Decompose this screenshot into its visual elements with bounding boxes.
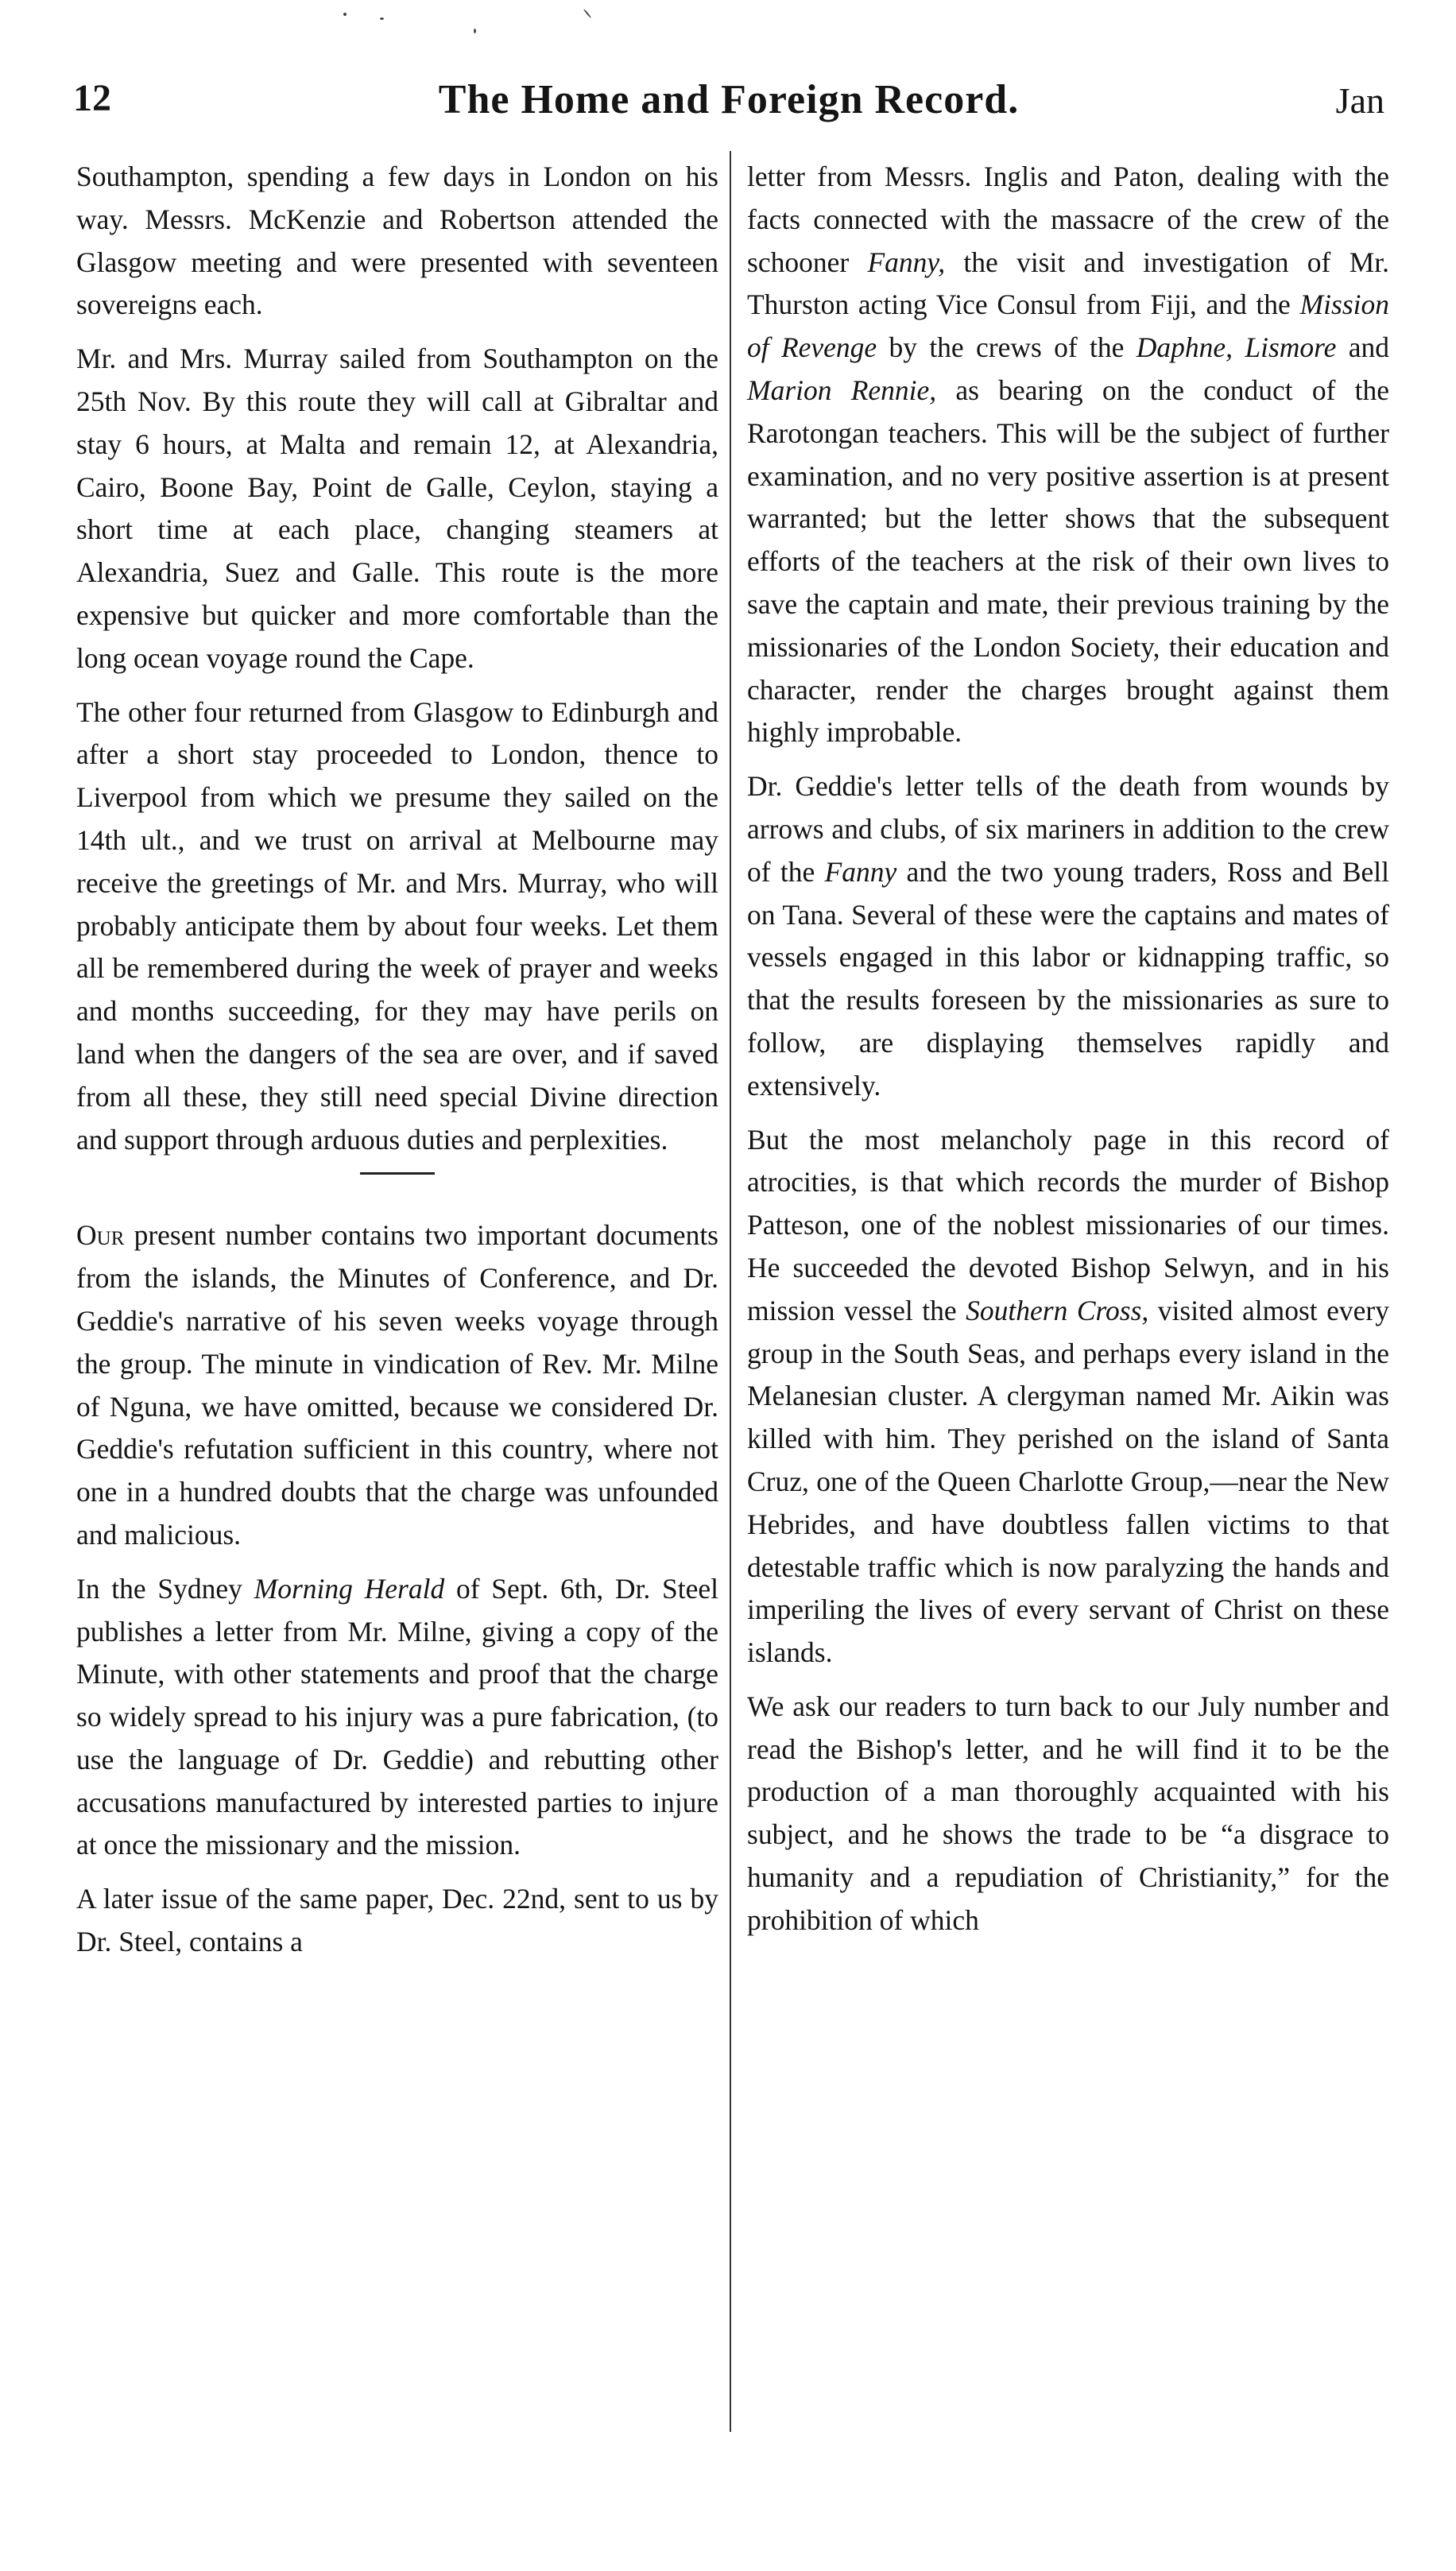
paragraph-text: and xyxy=(1348,331,1389,364)
paragraph-text: the visit and investigation of Mr. Thurston acting Vice Consul from Fiji, and the xyxy=(747,246,1389,321)
paragraph: Mr. and Mrs. Murray sailed from Southampton on the 25th Nov. By this route they will call at Gibraltar and stay 6 hours, at Malta and remain 12, at Alexandria, Cairo, Boone Bay, Point de Galle, Ceylon, staying a short time at each place, changing steamers at Alexandria, Suez and Galle. This route is the more expensive but quicker and more comfortable than the long ocean voyage round the Cape. xyxy=(76,343,718,674)
print-specks xyxy=(334,6,652,38)
paragraph-text: as bearing on the conduct of the Rarotongan teachers. This will be the subject of further examination, and no very positive assertion is at present warranted; but the letter shows that the subsequent efforts of the teachers at the risk of their own lives to save the captain and mate, their previous training by the missionaries of the London Society, their education and character, render the charges brought against them highly improbable. xyxy=(747,374,1389,749)
paragraph: Southampton, spending a few days in London on his way. Messrs. McKenzie and Robertson attended the Glasgow meeting and were presented with seventeen sovereigns each. xyxy=(76,161,718,321)
section-rule xyxy=(360,1172,435,1175)
paragraph-text: Dr. Geddie's letter tells of the death from wounds by arrows and clubs, of six mariners in addition to the crew of the xyxy=(747,770,1389,888)
newspaper-title: Morning Herald xyxy=(254,1572,445,1605)
header-month: Jan xyxy=(1335,80,1384,121)
paragraph xyxy=(747,156,1389,754)
ship-name: Fanny xyxy=(824,855,897,888)
paragraph xyxy=(747,1119,1389,1675)
paragraph xyxy=(76,1568,718,1868)
ship-names: Daphne, Lismore xyxy=(1136,331,1337,364)
paragraph: The other four returned from Glasgow to Edinburgh and after a short stay proceeded to London, thence to Liverpool from which we presume they sailed on the 14th ult., and we trust on arrival at Melbourne may receive the greetings of Mr. and Mrs. Murray, who will probably anticipate them by about four weeks. Let them all be remembered during the week of prayer and weeks and months succeeding, for they may have perils on land when the dangers of the sea are over, and if saved from all these, they still need special Divine direction and support through arduous duties and perplexities. xyxy=(76,695,718,1156)
column-divider xyxy=(730,151,731,2432)
ship-name: Marion Rennie, xyxy=(747,374,937,406)
right-column xyxy=(747,156,1389,1953)
ship-name: Fanny, xyxy=(867,246,946,278)
paragraph-text: In the Sydney xyxy=(76,1572,242,1605)
paragraph xyxy=(747,765,1389,1107)
paragraph xyxy=(76,1214,718,1556)
italic-phrase: Mission of Revenge xyxy=(747,288,1389,364)
paragraph-text: present number contains two important documents from the islands, the Minutes of Conference, and Dr. Geddie's narrative of his seven weeks voyage through the group. The minute in vindication of Rev. Mr. Milne of Nguna, we have omitted, because we considered Dr. Geddie's refutation sufficient in this country, where not one in a hundred doubts that the charge was unfounded and malicious. xyxy=(76,1219,718,1551)
paragraph-text: letter from Messrs. Inglis and Paton, dealing with the facts connected with the massacre of the crew of the schooner xyxy=(747,161,1389,278)
lead-word: Our xyxy=(76,1219,125,1252)
paragraph: We ask our readers to turn back to our July number and read the Bishop's letter, and he will find it to be the production of a man thoroughly acquainted with his subject, and he shows the trade to be “a disgrace to humanity and a repudiation of Christianity,” for the prohibition of which xyxy=(747,1690,1389,1936)
paragraph: A later issue of the same paper, Dec. 22nd, sent to us by Dr. Steel, contains a xyxy=(76,1883,718,1958)
paragraph-text: by the crews of the xyxy=(889,331,1125,364)
left-column xyxy=(76,156,718,1975)
paragraph-text: But the most melancholy page in this record of atrocities, is that which records the murder of Bishop Patteson, one of the noblest missionaries of our times. He succeeded the devoted Bishop Selwyn, and in his mission vessel the xyxy=(747,1123,1389,1326)
running-header xyxy=(73,76,1384,140)
journal-title: The Home and Foreign Record. xyxy=(438,77,1020,122)
paragraph-text: visited almost every group in the South Seas, and perhaps every island in the Melanesian cluster. A clergyman named Mr. Aikin was killed with him. They perished on the island of Santa Cruz, one of the Queen Charlotte Group,—near the New Hebrides, and have doubtless fallen victims to that detestable traffic which is now paralyzing the hands and imperiling the lives of every servant of Christ on these islands. xyxy=(747,1294,1389,1669)
paragraph-text: and the two young traders, Ross and Bell on Tana. Several of these were the captains and mates of vessels engaged in this labor or kidnapping traffic, so that the results foreseen by the missionaries as sure to follow, are displaying themselves rapidly and extensively. xyxy=(747,855,1390,1102)
page-number: 12 xyxy=(73,77,111,119)
paragraph-text: of Sept. 6th, Dr. Steel publishes a letter from Mr. Milne, giving a copy of the Minute, with other statements and proof that the charge so widely spread to his injury was a pure fabrication, (to use the language of Dr. Geddie) and rebutting other accusations manufactured by interested parties to injure at once the missionary and the mission. xyxy=(76,1572,719,1861)
ship-name: Southern Cross, xyxy=(966,1294,1149,1326)
